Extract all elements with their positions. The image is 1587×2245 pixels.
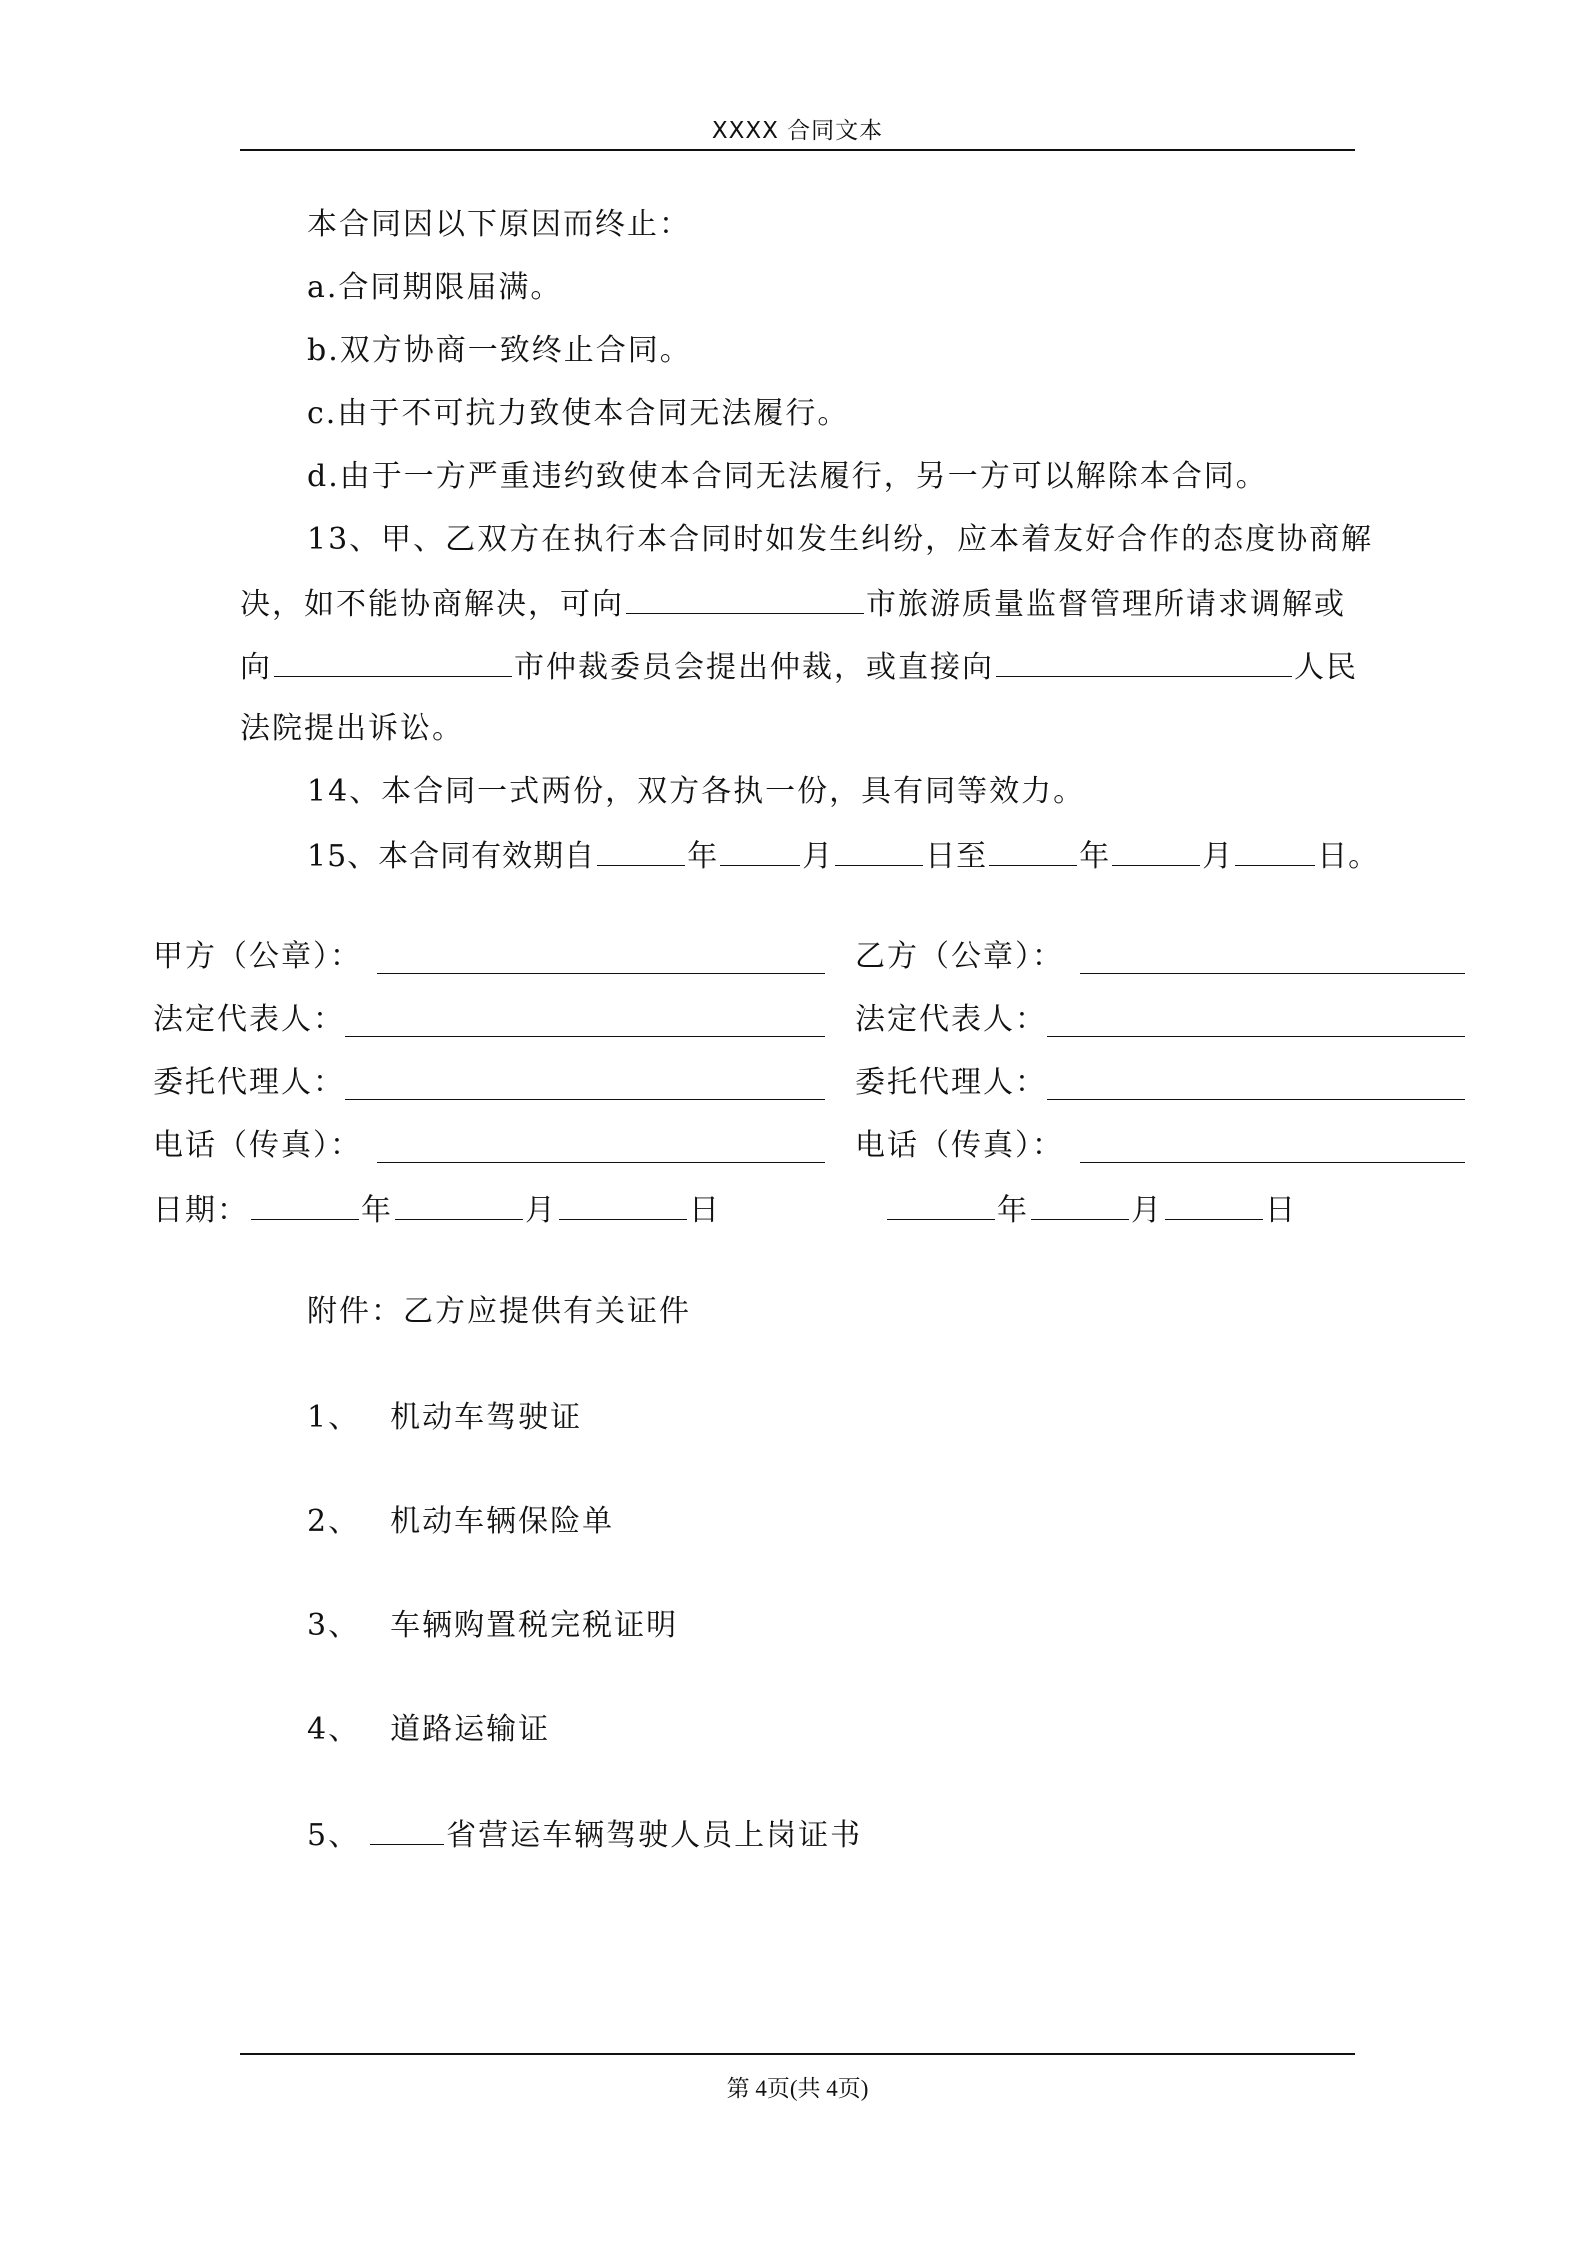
month-label: 月: [1202, 839, 1234, 874]
reason-a: a.合同期限届满。: [307, 270, 563, 305]
party-b-day-blank[interactable]: [1165, 1189, 1263, 1220]
year-label: 年: [997, 1193, 1029, 1228]
clause-13-line-2: [240, 583, 1346, 625]
month-label: 月: [1131, 1193, 1163, 1228]
page-number: 第 4页(共 4页): [726, 2076, 869, 2101]
reason-d: d.由于一方严重违约致使本合同无法履行，另一方可以解除本合同。: [307, 459, 1268, 494]
clause-13-text: 人民: [1294, 650, 1358, 685]
clause-13-line-4: 法院提出诉讼。: [240, 711, 464, 746]
party-b-year-blank[interactable]: [887, 1189, 995, 1220]
attachment-item: [307, 1502, 614, 1542]
party-a-agent-label: 委托代理人：: [153, 1065, 345, 1100]
to-label: 日至: [925, 839, 988, 874]
header-rule: [240, 149, 1355, 151]
party-a-rep-label: 法定代表人：: [153, 1002, 345, 1037]
party-a-phone-label: 电话（传真）：: [153, 1128, 362, 1163]
item-text: 机动车辆保险单: [390, 1504, 615, 1539]
attachment-item: [307, 1814, 862, 1856]
attachment-title: 附件：乙方应提供有关证件: [307, 1294, 691, 1329]
reason-b: b.双方协商一致终止合同。: [307, 333, 692, 368]
court-blank[interactable]: [996, 646, 1292, 677]
item-number: 5、: [307, 1818, 361, 1853]
footer-rule: [240, 2053, 1355, 2055]
clause-13-line-1: 13、甲、乙双方在执行本合同时如发生纠纷，应本着友好合作的态度协商解: [307, 522, 1374, 557]
day-label: 日: [689, 1193, 721, 1228]
party-a-seal-label: 甲方（公章）：: [153, 939, 362, 974]
party-b-seal-line[interactable]: [1080, 973, 1465, 974]
item-text: 道路运输证: [390, 1712, 551, 1747]
clause-14: 14、本合同一式两份，双方各执一份，具有同等效力。: [307, 774, 1086, 809]
party-b-phone-label: 电话（传真）：: [855, 1128, 1064, 1163]
party-a-date: [153, 1189, 721, 1231]
day-label: 日: [1265, 1193, 1297, 1228]
province-blank[interactable]: [370, 1814, 444, 1845]
end-label: 日。: [1317, 839, 1380, 874]
date-label: 日期：: [153, 1193, 249, 1228]
year-label: 年: [687, 839, 719, 874]
party-a-agent-line[interactable]: [345, 1099, 825, 1100]
party-a-rep-line[interactable]: [345, 1036, 825, 1037]
party-a-phone-line[interactable]: [377, 1162, 825, 1163]
party-a-day-blank[interactable]: [559, 1189, 687, 1220]
item-number: 4、: [307, 1712, 361, 1747]
clause-15: [307, 835, 1379, 877]
party-b-date: [885, 1189, 1297, 1231]
clause-13-text: 市旅游质量监督管理所请求调解或: [866, 587, 1346, 622]
party-b-agent-label: 委托代理人：: [855, 1065, 1047, 1100]
item-text: 机动车驾驶证: [390, 1400, 583, 1435]
item-number: 3、: [307, 1608, 361, 1643]
item-number: 2、: [307, 1504, 361, 1539]
end-month-blank[interactable]: [1112, 835, 1200, 866]
party-b-rep-label: 法定代表人：: [855, 1002, 1047, 1037]
month-label: 月: [802, 839, 834, 874]
clause-13-line-3: [240, 646, 1358, 688]
document-header-title: XXXX 合同文本: [711, 118, 884, 144]
clause-15-text: 15、本合同有效期自: [307, 839, 596, 874]
item-text: 车辆购置税完税证明: [390, 1608, 679, 1643]
month-label: 月: [525, 1193, 557, 1228]
year-label: 年: [361, 1193, 393, 1228]
party-a-seal-line[interactable]: [377, 973, 825, 974]
end-day-blank[interactable]: [1235, 835, 1315, 866]
terminate-intro: 本合同因以下原因而终止：: [307, 207, 691, 242]
attachment-item: [307, 1606, 678, 1646]
party-a-year-blank[interactable]: [251, 1189, 359, 1220]
start-year-blank[interactable]: [597, 835, 685, 866]
party-b-seal-label: 乙方（公章）：: [855, 939, 1064, 974]
attachment-item: [307, 1398, 582, 1438]
start-day-blank[interactable]: [835, 835, 923, 866]
year-label: 年: [1079, 839, 1111, 874]
end-year-blank[interactable]: [989, 835, 1077, 866]
item-number: 1、: [307, 1400, 361, 1435]
arbitration-city-blank[interactable]: [274, 646, 512, 677]
item-text: 省营运车辆驾驶人员上岗证书: [446, 1818, 863, 1853]
party-b-month-blank[interactable]: [1031, 1189, 1129, 1220]
party-b-phone-line[interactable]: [1080, 1162, 1465, 1163]
attachment-item: [307, 1710, 550, 1750]
party-a-month-blank[interactable]: [395, 1189, 523, 1220]
clause-13-text: 决，如不能协商解决，可向: [240, 587, 624, 622]
tourism-city-blank[interactable]: [626, 583, 864, 614]
reason-c: c.由于不可抗力致使本合同无法履行。: [307, 396, 850, 431]
clause-13-text: 市仲裁委员会提出仲裁，或直接向: [514, 650, 994, 685]
party-b-rep-line[interactable]: [1047, 1036, 1465, 1037]
start-month-blank[interactable]: [720, 835, 800, 866]
clause-13-text: 向: [240, 650, 272, 685]
party-b-agent-line[interactable]: [1047, 1099, 1465, 1100]
